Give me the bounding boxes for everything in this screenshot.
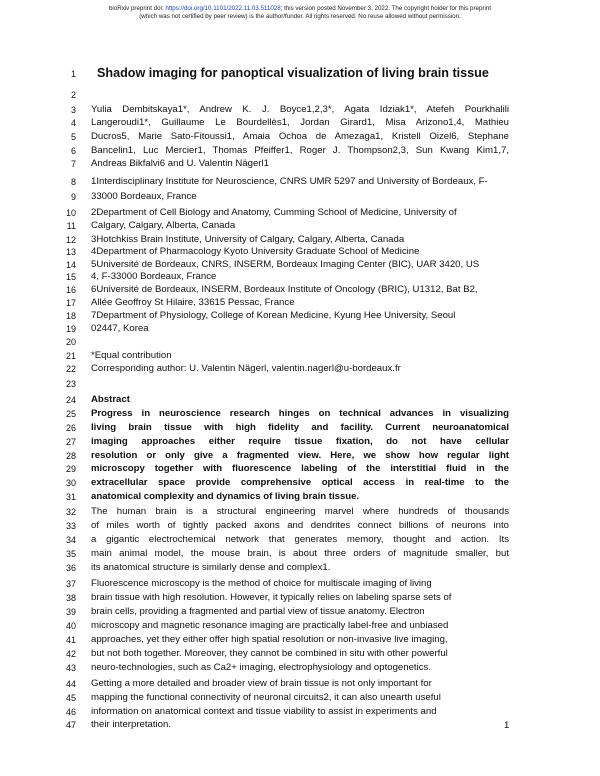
- abstract-line: imaging approaches either require tissue fixation, do not have cellular: [91, 436, 509, 447]
- line-number: 23: [65, 379, 76, 389]
- preprint-header: [0, 5, 600, 20]
- line-number: 15: [65, 272, 76, 282]
- affiliation-line: 33000 Bordeaux, France: [91, 191, 197, 202]
- abstract-heading: Abstract: [91, 394, 130, 405]
- author-line: Ducros5, Marie Sato-Fitoussi1, Amaia Ochoa de Amezaga1, Kristell Oizel6, Stephane: [91, 131, 509, 142]
- line-number: 3: [70, 105, 76, 115]
- line-number: 11: [66, 221, 76, 231]
- paragraph-line: The human brain is a structural engineering marvel where hundreds of thousands: [91, 506, 509, 517]
- line-number: 28: [65, 451, 76, 461]
- paragraph-line: Fluorescence microscopy is the method of choice for multiscale imaging of living: [91, 578, 432, 589]
- paragraph-line: of miles worth of tightly packed axons and dendrites connect billions of neurons into: [91, 520, 509, 531]
- abstract-line: Progress in neuroscience research hinges on technical advances in visualizing: [91, 408, 509, 419]
- line-number: 43: [65, 663, 76, 673]
- paragraph-line: its anatomical structure is similarly dense and complex1.: [91, 562, 331, 573]
- paragraph-line: their interpretation.: [91, 719, 171, 730]
- abstract-line: anatomical complexity and dynamics of living brain tissue.: [91, 491, 360, 502]
- paragraph-line: Getting a more detailed and broader view of brain tissue is not only important for: [91, 678, 432, 689]
- line-number: 24: [65, 395, 76, 405]
- line-number: 19: [65, 324, 76, 334]
- affiliation-line: Allée Geoffroy St Hilaire, 33615 Pessac, France: [91, 297, 295, 308]
- paragraph-line: approaches, yet they either offer high spatial resolution or non-invasive live imaging,: [91, 634, 448, 645]
- line-number: 7: [70, 159, 76, 169]
- line-number: 45: [65, 693, 76, 703]
- line-number: 42: [65, 649, 76, 659]
- paragraph-line: microscopy and magnetic resonance imaging are practically label-free and unbiased: [91, 620, 449, 631]
- line-number: 30: [65, 478, 76, 488]
- paragraph-line: neuro-technologies, such as Ca2+ imaging, electrophysiology and optogenetics.: [91, 662, 431, 673]
- paragraph-line: mapping the functional connectivity of neuronal circuits2, it can also unearth useful: [91, 692, 441, 703]
- line-number: 34: [65, 535, 76, 545]
- affiliation-line: 5Université de Bordeaux, CNRS, INSERM, Bordeaux Imaging Center (BIC), UAR 3420, US: [91, 259, 480, 270]
- header-line-1: [0, 5, 600, 13]
- line-number: 6: [70, 146, 76, 156]
- affiliation-line: 3Hotchkiss Brain Institute, University of Calgary, Calgary, Alberta, Canada: [91, 234, 405, 245]
- header-prefix: bioRxiv preprint doi:: [108, 5, 166, 12]
- line-number: 40: [65, 621, 76, 631]
- line-number: 38: [65, 593, 76, 603]
- line-number: 8: [70, 177, 76, 187]
- equal-contribution-note: *Equal contribution: [91, 350, 172, 361]
- line-number: 41: [65, 635, 76, 645]
- abstract-line: living brain tissue with high fidelity and facility. Current neuroanatomical: [91, 422, 509, 433]
- line-number: 18: [65, 311, 76, 321]
- paragraph-line: brain cells, providing a fragmented and partial view of tissue anatomy. Electron: [91, 606, 425, 617]
- author-line: Bancelin1, Luc Mercier1, Thomas Pfeiffer1, Roger J. Thompson2,3, Sun Kwang Kim1,7,: [91, 145, 509, 156]
- line-number: 20: [65, 337, 76, 347]
- line-number: 22: [65, 364, 76, 374]
- line-number: 29: [65, 464, 76, 474]
- affiliation-line: 4, F-33000 Bordeaux, France: [91, 271, 217, 282]
- line-number: 9: [70, 192, 76, 202]
- paragraph-line: main animal model, the mouse brain, is about three orders of magnitude smaller, but: [91, 548, 509, 559]
- paragraph-line: information on anatomical context and tissue viability to assist in experiments and: [91, 706, 437, 717]
- abstract-line: resolution or only give a fragmented view. Here, we show how regular light: [91, 450, 509, 461]
- page-number: 1: [504, 720, 510, 731]
- line-number: 27: [65, 437, 76, 447]
- affiliation-line: 2Department of Cell Biology and Anatomy, Cumming School of Medicine, University of: [91, 207, 457, 218]
- abstract-line: extracellular space provide comprehensive optical access in real-time to the: [91, 477, 509, 488]
- affiliation-line: 4Department of Pharmacology Kyoto University Graduate School of Medicine: [91, 246, 420, 257]
- affiliation-line: 02447, Korea: [91, 323, 149, 334]
- line-number: 17: [65, 298, 76, 308]
- line-number: 10: [65, 208, 76, 218]
- line-number: 31: [65, 492, 76, 502]
- line-number: 35: [65, 549, 76, 559]
- line-number: 36: [65, 563, 76, 573]
- affiliation-line: 1Interdisciplinary Institute for Neuroscience, CNRS UMR 5297 and University of Bordeaux, F-: [91, 176, 488, 187]
- affiliation-line: 6Université de Bordeaux, INSERM, Bordeaux Institute of Oncology (BRIC), U1312, Bat B2,: [91, 284, 478, 295]
- corresponding-author: Corresponding author: U. Valentin Nägerl, valentin.nagerl@u-bordeaux.fr: [91, 363, 401, 374]
- line-number: 37: [65, 579, 76, 589]
- line-number: 13: [65, 247, 76, 257]
- doi-link[interactable]: https://doi.org/10.1101/2022.11.03.511028: [165, 5, 281, 12]
- line-number: 47: [65, 720, 76, 730]
- paragraph-line: but not both together. Moreover, they cannot be combined in situ with other powerful: [91, 648, 448, 659]
- line-number: 14: [65, 260, 76, 270]
- line-number: 33: [65, 521, 76, 531]
- line-number: 21: [65, 351, 76, 361]
- affiliation-line: Calgary, Calgary, Alberta, Canada: [91, 220, 236, 231]
- line-number: 26: [65, 423, 76, 433]
- author-line: Yulia Dembitskaya1*, Andrew K. J. Boyce1,2,3*, Agata Idziak1*, Atefeh Pourkhalili: [91, 104, 509, 115]
- author-line: Langeroudi1*, Guillaume Le Bourdellès1, Jordan Girard1, Misa Arizono1,4, Mathieu: [91, 117, 509, 128]
- line-number: 46: [65, 707, 76, 717]
- line-number: 16: [65, 285, 76, 295]
- paragraph-line: brain tissue with high resolution. However, it typically relies on labeling sparse sets of: [91, 592, 452, 603]
- header-line-2: (which was not certified by peer review) is the author/funder. All rights reserved. No reuse allowed without permission.: [139, 12, 461, 20]
- abstract-line: microscopy together with fluorescence labeling of the interstitial fluid in the: [91, 463, 509, 474]
- line-number: 2: [70, 90, 76, 100]
- affiliation-line: 7Department of Physiology, College of Korean Medicine, Kyung Hee University, Seoul: [91, 310, 456, 321]
- line-number: 44: [65, 679, 76, 689]
- line-number: 5: [70, 132, 76, 142]
- line-number: 25: [65, 409, 76, 419]
- line-number: 4: [70, 118, 76, 128]
- header-suffix: ; this version posted November 3, 2022. The copyright holder for this preprint: [280, 5, 492, 12]
- line-number: 1: [70, 69, 76, 79]
- paragraph-line: a gigantic electrochemical network that generates memory, thought and action. Its: [91, 534, 509, 545]
- paper-title: Shadow imaging for panoptical visualization of living brain tissue: [97, 66, 489, 80]
- author-line: Andreas Bikfalvi6 and U. Valentin Nägerl1: [91, 158, 269, 169]
- line-number: 32: [65, 507, 76, 517]
- line-number: 39: [65, 607, 76, 617]
- line-number: 12: [65, 235, 76, 245]
